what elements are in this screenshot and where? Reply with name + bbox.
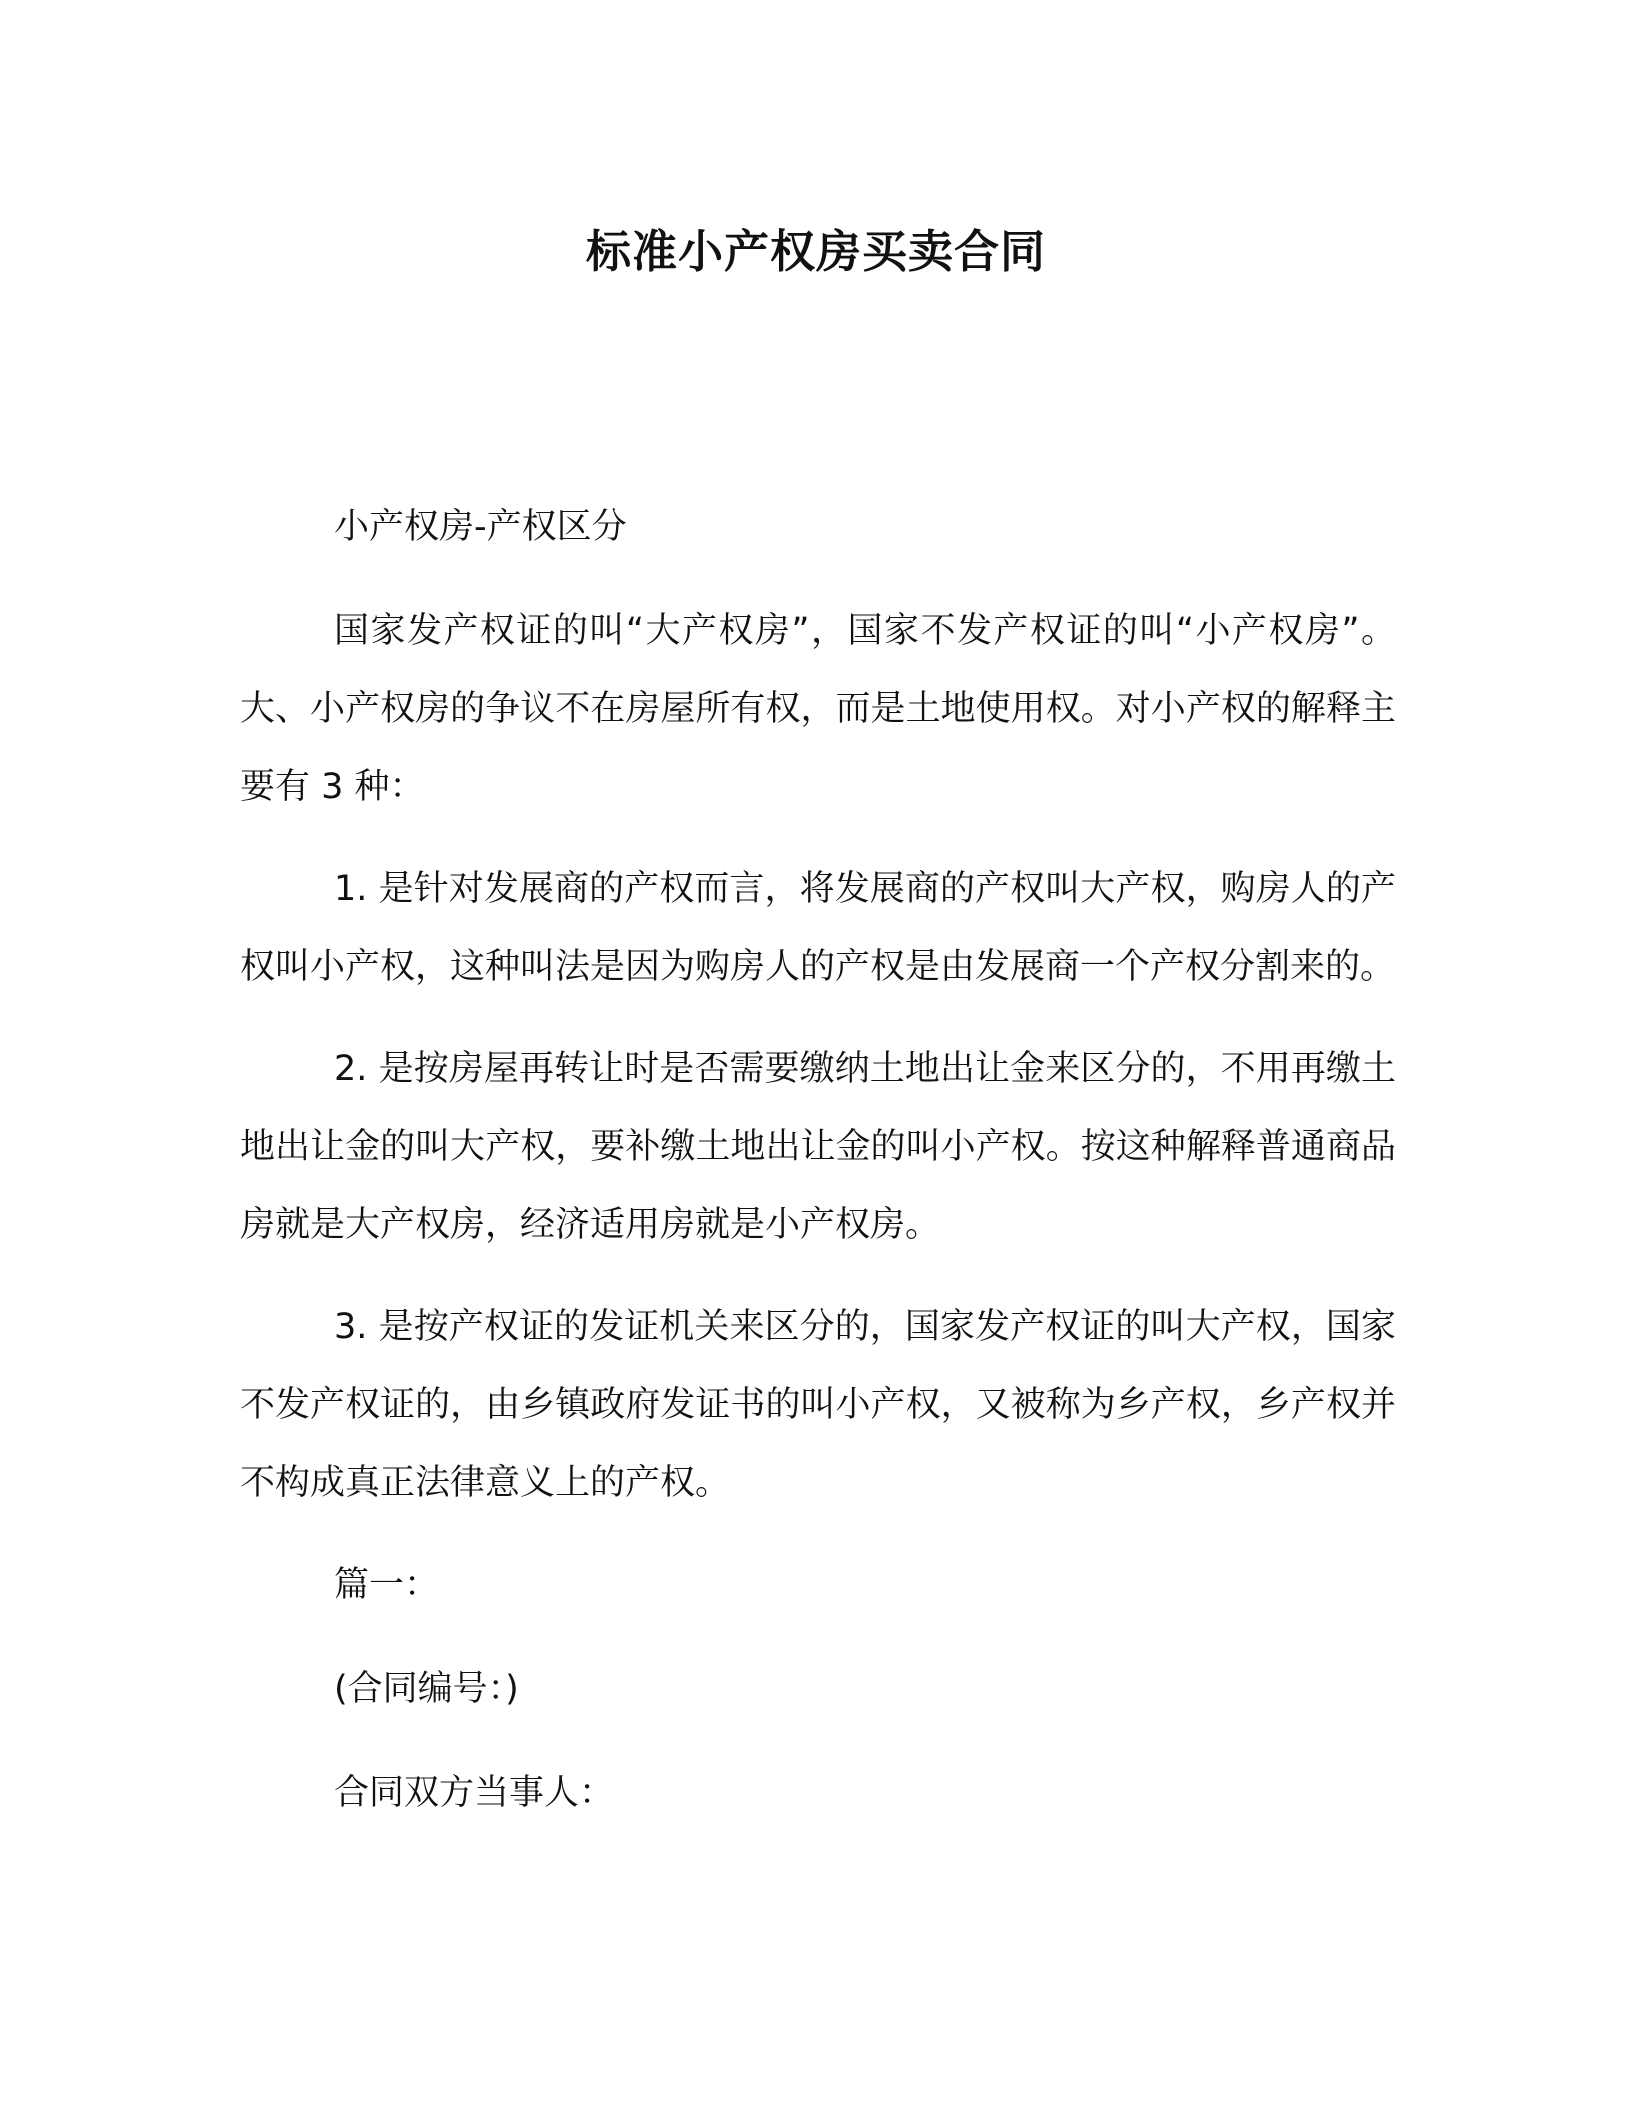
paragraph-item-1: 1. 是针对发展商的产权而言，将发展商的产权叫大产权，购房人的产权叫小产权，这种叫法是因为购房人的产权是由发展商一个产权分割来的。	[240, 869, 1396, 987]
paragraph-item-3: 3. 是按产权证的发证机关来区分的，国家发产权证的叫大产权，国家不发产权证的，由乡镇政府发证书的叫小产权，又被称为乡产权，乡产权并不构成真正法律意义上的产权。	[240, 1307, 1396, 1503]
parties-heading: 合同双方当事人：	[334, 1773, 615, 1813]
paragraph-intro: 国家发产权证的叫“大产权房”，国家不发产权证的叫“小产权房”。大、小产权房的争议不在房屋所有权，而是土地使用权。对小产权的解释主要有 3 种：	[240, 611, 1396, 807]
chapter-label: 篇一：	[334, 1565, 440, 1605]
document-title: 标准小产权房买卖合同	[585, 225, 1046, 278]
document-body	[240, 488, 1396, 1858]
contract-number: (合同编号：)	[334, 1669, 519, 1709]
paragraph-item-2: 2. 是按房屋再转让时是否需要缴纳土地出让金来区分的，不用再缴土地出让金的叫大产权，要补缴土地出让金的叫小产权。按这种解释普通商品房就是大产权房，经济适用房就是小产权房。	[240, 1049, 1396, 1245]
section-heading: 小产权房-产权区分	[334, 507, 627, 547]
